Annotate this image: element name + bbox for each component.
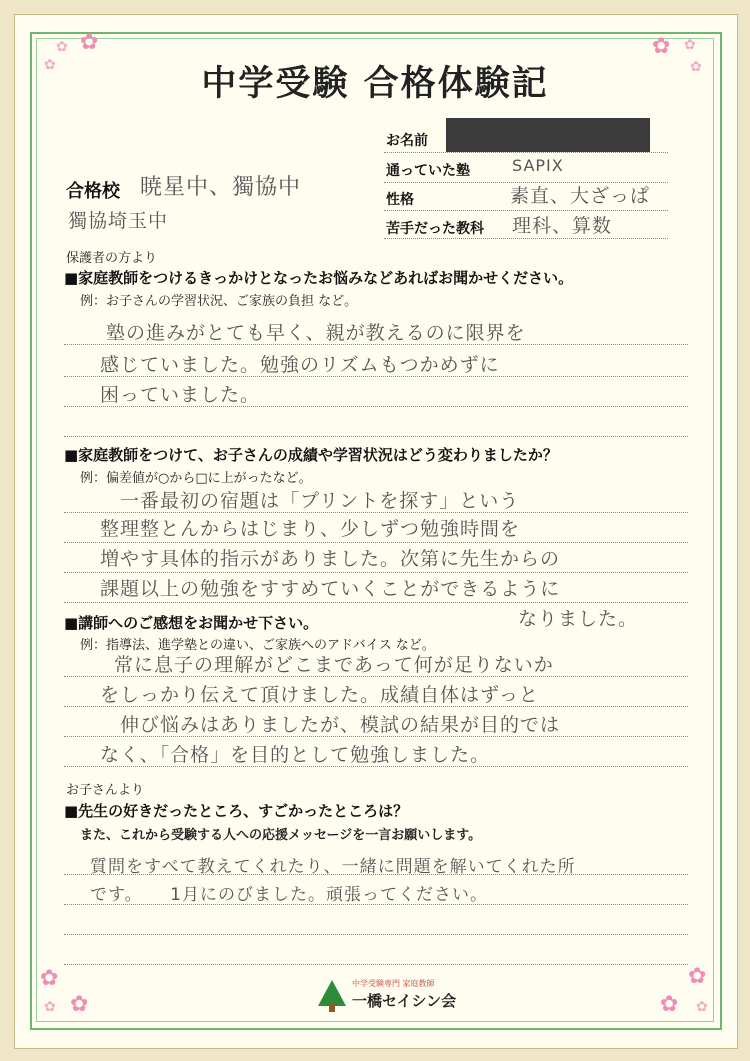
juku-label: 通っていた塾 bbox=[386, 163, 470, 179]
weak-subject-label: 苦手だった教科 bbox=[386, 221, 484, 237]
juku-value: SAPIX bbox=[512, 156, 564, 175]
question-teacher: ■先生の好きだったところ、すごかったところは？ bbox=[64, 802, 409, 820]
flower-icon: ✿ bbox=[44, 57, 56, 73]
flower-icon: ✿ bbox=[660, 992, 679, 1017]
answer-line: 課題以上の勉強をすすめていくことができるように bbox=[100, 578, 561, 600]
flower-icon: ✿ bbox=[652, 34, 671, 59]
info-rule bbox=[384, 238, 668, 239]
personality-label: 性格 bbox=[386, 192, 414, 208]
parent-section-label: 保護者の方より bbox=[66, 251, 158, 266]
answer-rule bbox=[64, 436, 688, 437]
question-change-example: 例：偏差値が○から□に上がったなど。 bbox=[80, 471, 312, 486]
tree-icon bbox=[318, 980, 346, 1006]
answer-line: 増やす具体的指示がありました。次第に先生からの bbox=[100, 548, 561, 570]
flower-icon: ✿ bbox=[40, 966, 59, 991]
question-impression: ■講師へのご感想をお聞かせ下さい。 bbox=[64, 614, 319, 632]
answer-rule bbox=[64, 602, 688, 603]
answer-rule bbox=[64, 934, 688, 935]
flower-icon: ✿ bbox=[70, 992, 89, 1017]
answer-rule bbox=[64, 964, 688, 965]
school-label: 合格校 bbox=[66, 181, 120, 202]
answer-rule bbox=[64, 542, 688, 543]
answer-line: 整理整とんからはじまり、少しずつ勉強時間を bbox=[100, 518, 521, 540]
flower-icon: ✿ bbox=[688, 964, 707, 989]
answer-line: 感じていました。勉強のリズムもつかめずに bbox=[100, 354, 500, 376]
answer-line: 常に息子の理解がどこまであって何が足りないか bbox=[114, 654, 554, 676]
flower-icon: ✿ bbox=[696, 999, 708, 1015]
tree-trunk bbox=[329, 1004, 335, 1012]
question-change: ■家庭教師をつけて、お子さんの成績や学習状況はどう変わりましたか？ bbox=[64, 446, 558, 464]
flower-icon: ✿ bbox=[690, 59, 702, 75]
logo-subtitle: 中学受験専門 家庭教師 bbox=[352, 979, 435, 988]
answer-line: をしっかり伝えて頂けました。成績自体はずっと bbox=[100, 684, 539, 706]
flower-icon: ✿ bbox=[56, 39, 68, 55]
question-impression-example: 例：指導法、進学塾との違い、ご家族へのアドバイス など。 bbox=[80, 638, 435, 653]
school-value-line1: 暁星中、獨協中 bbox=[140, 175, 302, 200]
weak-subject-value: 理科、算数 bbox=[512, 215, 613, 237]
answer-line: なく、「合格」を目的として勉強しました。 bbox=[100, 744, 491, 766]
answer-line: 一番最初の宿題は「プリントを探す」という bbox=[120, 490, 520, 512]
page-title: 中学受験 合格体験記 bbox=[201, 63, 549, 104]
personality-value: 素直、大ざっぱ bbox=[510, 185, 651, 207]
answer-line: なりました。 bbox=[518, 608, 639, 630]
name-redaction bbox=[446, 118, 650, 152]
answer-line: 塾の進みがとても早く、親が教えるのに限界を bbox=[106, 322, 526, 344]
answer-line: です。 1月にのびました。頑張ってください。 bbox=[90, 885, 488, 905]
company-logo bbox=[318, 970, 458, 1014]
logo-name: 一橋セイシン会 bbox=[352, 992, 457, 1010]
child-section-label: お子さんより bbox=[66, 783, 145, 798]
answer-line: 質問をすべて教えてくれたり、一緒に問題を解いてくれた所 bbox=[90, 857, 576, 877]
flower-icon: ✿ bbox=[44, 999, 56, 1015]
question-teacher-sub: また、これから受験する人への応援メッセージを一言お願いします。 bbox=[80, 828, 482, 843]
flower-icon: ✿ bbox=[684, 37, 696, 53]
answer-rule bbox=[64, 572, 688, 573]
answer-line: 困っていました。 bbox=[100, 384, 261, 406]
school-value-line2: 獨協埼玉中 bbox=[68, 210, 169, 232]
flower-icon: ✿ bbox=[80, 30, 99, 55]
info-rule bbox=[384, 152, 668, 153]
question-trigger-example: 例：お子さんの学習状況、ご家族の負担 など。 bbox=[80, 294, 358, 309]
answer-line: 伸び悩みはありましたが、模試の結果が目的では bbox=[120, 714, 561, 736]
question-trigger: ■家庭教師をつけるきっかけとなったお悩みなどあればお聞かせください。 bbox=[64, 269, 574, 287]
name-label: お名前 bbox=[386, 133, 428, 149]
